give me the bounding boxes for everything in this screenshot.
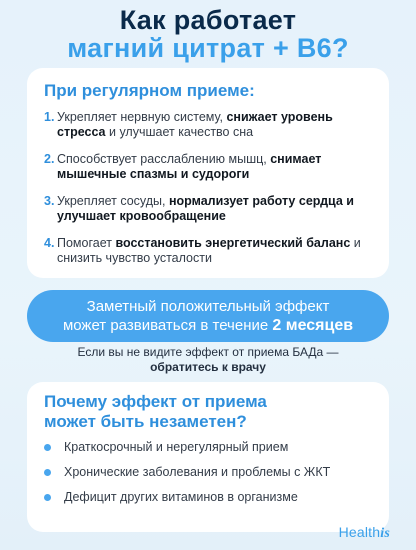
benefit-text: Укрепляет сосуды, bbox=[57, 194, 169, 208]
effect-line-1: Заметный положительный эффект bbox=[86, 298, 330, 315]
benefits-card bbox=[27, 68, 389, 278]
reason-text: Хронические заболевания и проблемы с ЖКТ bbox=[64, 465, 331, 479]
benefit-highlight: снижает уровень стресса bbox=[57, 110, 333, 139]
reasons-heading-line-1: Почему эффект от приема bbox=[44, 392, 267, 411]
page-title bbox=[0, 6, 416, 62]
note-line-2: обратитесь к врачу bbox=[150, 360, 266, 374]
reason-item-2 bbox=[44, 465, 330, 480]
benefits-heading: При регулярном приеме: bbox=[44, 81, 255, 100]
benefit-text-end: и улучшает качество сна bbox=[105, 125, 254, 139]
bullet-dot-icon bbox=[44, 494, 51, 501]
benefit-item-4 bbox=[44, 236, 374, 266]
benefit-text: Укрепляет нервную систему, bbox=[57, 110, 227, 124]
reason-text: Краткосрочный и нерегулярный прием bbox=[64, 440, 289, 454]
bullet-dot-icon bbox=[44, 444, 51, 451]
benefit-number: 3. bbox=[44, 194, 55, 208]
title-line-1: Как работает bbox=[119, 5, 297, 35]
benefit-number: 4. bbox=[44, 236, 55, 250]
benefit-number: 2. bbox=[44, 152, 55, 166]
title-line-2: магний цитрат + В6? bbox=[67, 33, 349, 63]
benefit-highlight: восстановить энергетический баланс bbox=[115, 236, 351, 250]
reasons-heading-line-2: может быть незаметен? bbox=[44, 412, 247, 431]
reason-text: Дефицит других витаминов в организме bbox=[64, 490, 298, 504]
reason-item-1 bbox=[44, 440, 288, 455]
benefit-text: Помогает bbox=[57, 236, 116, 250]
logo-suffix: is bbox=[380, 526, 390, 541]
reason-item-3 bbox=[44, 490, 298, 505]
benefit-text-end: и снизить чувство усталости bbox=[57, 236, 361, 265]
benefit-number: 1. bbox=[44, 110, 55, 124]
benefit-text: Способствует расслаблению мышц, bbox=[57, 152, 271, 166]
benefit-item-2 bbox=[44, 152, 374, 182]
benefit-highlight: нормализует работу сердца и улучшает кровообращение bbox=[57, 194, 354, 223]
doctor-note bbox=[0, 345, 416, 375]
effect-line-2: может развиваться в течение bbox=[62, 317, 273, 334]
bullet-dot-icon bbox=[44, 469, 51, 476]
reasons-card bbox=[27, 382, 389, 532]
note-line-1: Если вы не видите эффект от приема БАДа — bbox=[77, 345, 339, 359]
effect-duration: 2 месяцев bbox=[272, 317, 354, 334]
logo-main: Health bbox=[338, 524, 381, 540]
healthis-logo bbox=[339, 524, 390, 542]
benefit-highlight: снимает мышечные спазмы и судороги bbox=[57, 152, 322, 181]
reasons-heading bbox=[44, 392, 267, 432]
benefit-item-1 bbox=[44, 110, 374, 140]
effect-banner bbox=[27, 290, 389, 342]
benefit-item-3 bbox=[44, 194, 374, 224]
